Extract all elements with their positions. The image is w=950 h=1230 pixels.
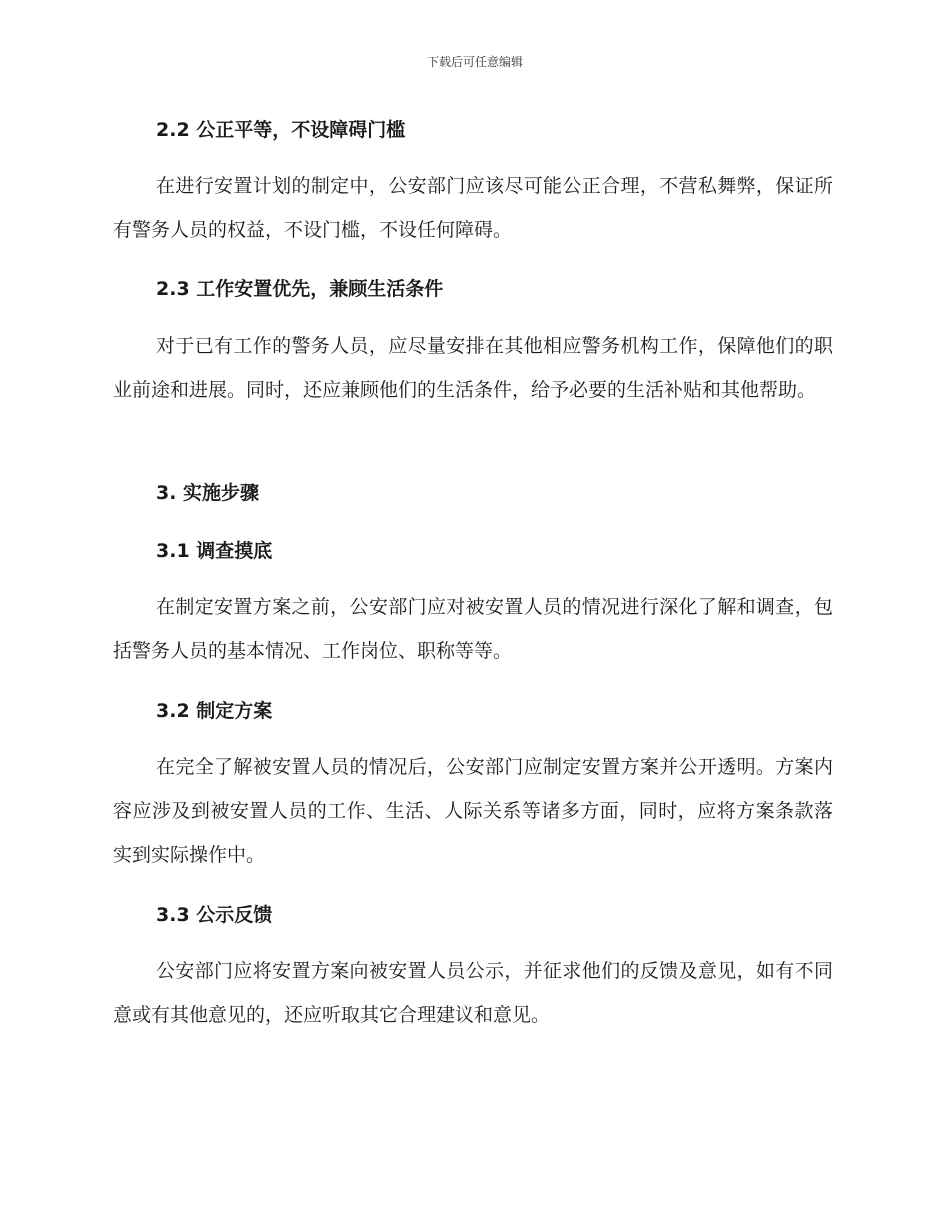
section-heading-3: 3. 实施步骤 <box>156 482 260 504</box>
section-heading-3-2: 3.2 制定方案 <box>156 700 273 722</box>
paragraph-2-3: 对于已有工作的警务人员，应尽量安排在其他相应警务机构工作，保障他们的职业前途和进展。同时，还应兼顾他们的生活条件，给予必要的生活补贴和其他帮助。 <box>113 335 833 401</box>
section-heading-3-1: 3.1 调查摸底 <box>156 540 273 562</box>
paragraph-2-2: 在进行安置计划的制定中，公安部门应该尽可能公正合理，不营私舞弊，保证所有警务人员的权益，不设门槛，不设任何障碍。 <box>113 175 833 241</box>
paragraph-3-2: 在完全了解被安置人员的情况后，公安部门应制定安置方案并公开透明。方案内容应涉及到被安置人员的工作、生活、人际关系等诸多方面，同时，应将方案条款落实到实际操作中。 <box>113 756 833 866</box>
header-note: 下载后可任意编辑 <box>426 55 523 69</box>
paragraph-3-1: 在制定安置方案之前，公安部门应对被安置人员的情况进行深化了解和调查，包括警务人员的基本情况、工作岗位、职称等等。 <box>113 596 833 662</box>
paragraph-3-3: 公安部门应将安置方案向被安置人员公示，并征求他们的反馈及意见，如有不同意或有其他意见的，还应听取其它合理建议和意见。 <box>113 960 833 1026</box>
section-heading-2-3: 2.3 工作安置优先，兼顾生活条件 <box>156 278 444 300</box>
section-heading-3-3: 3.3 公示反馈 <box>156 904 273 926</box>
section-heading-2-2: 2.2 公正平等，不设障碍门槛 <box>156 119 406 141</box>
